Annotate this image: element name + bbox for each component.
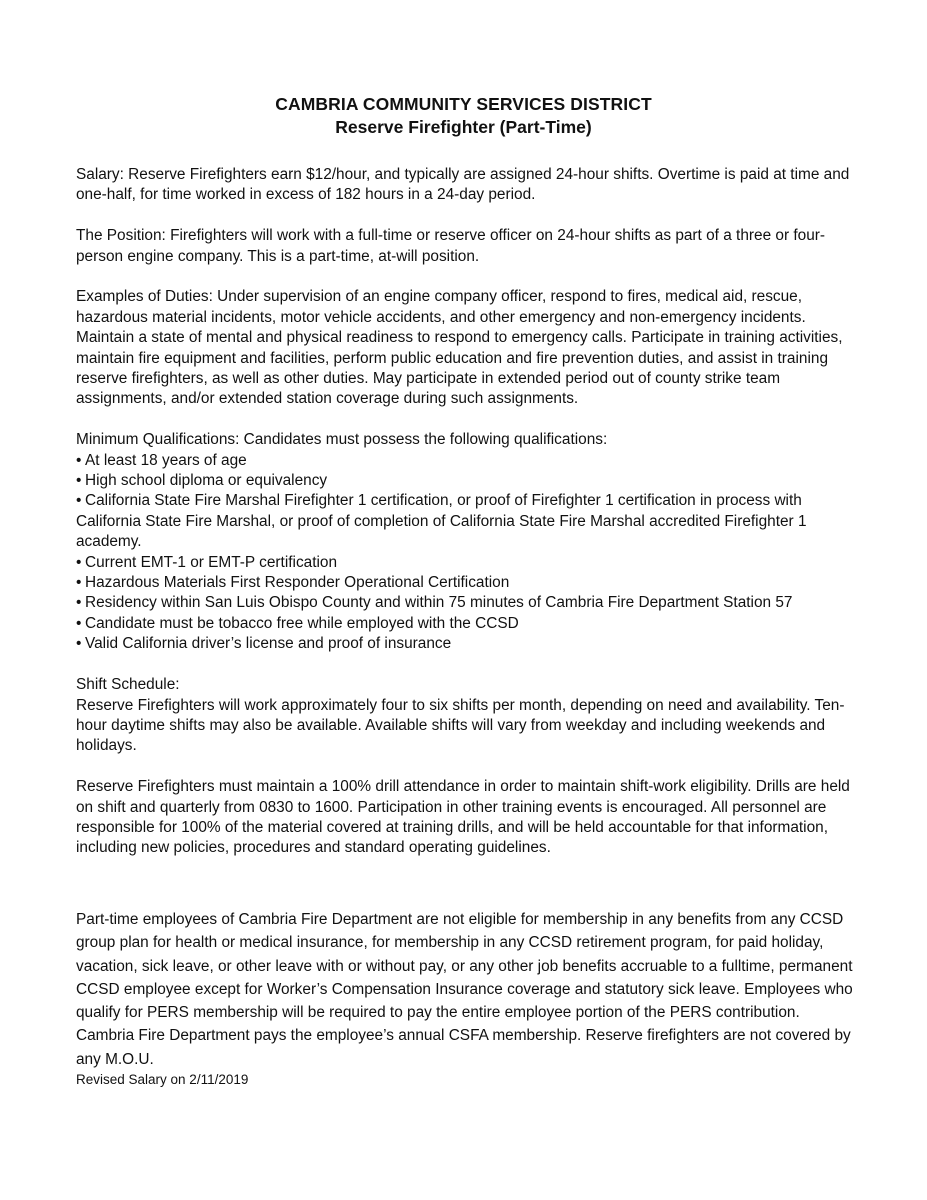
qualification-text: Residency within San Luis Obispo County and within 75 minutes of Cambria Fire Department Station 57 [85, 594, 793, 612]
bullet-icon: • [76, 574, 82, 592]
qualification-item [76, 471, 856, 491]
qualification-item [76, 573, 856, 593]
qualifications-intro: Minimum Qualifications: Candidates must possess the following qualifications: [76, 431, 608, 449]
qualification-text: Candidate must be tobacco free while employed with the CCSD [85, 614, 519, 632]
bullet-icon: • [76, 635, 82, 653]
position-title: Reserve Firefighter (Part-Time) [335, 117, 592, 137]
qualification-text: Hazardous Materials First Responder Operational Certification [85, 574, 510, 592]
shift-schedule-heading: Shift Schedule: [76, 676, 180, 694]
bullet-icon: • [76, 472, 82, 490]
qualification-item [76, 491, 856, 552]
qualification-text: Current EMT-1 or EMT-P certification [85, 553, 338, 571]
qualification-item [76, 634, 856, 654]
duties-paragraph: Examples of Duties: Under supervision of an engine company officer, respond to fires, medical aid, rescue, hazardous material incidents, motor vehicle accidents, and other emergency and non-emergency incidents. Maintain a state of mental and physical readiness to respond to emergency calls. Participate in training activities, maintain fire equipment and facilities, perform public education and fire prevention duties, and assist in training reserve firefighters, as well as other duties. May participate in extended period out of county strike team assignments, and/or extended station coverage during such assignments. [76, 288, 843, 408]
document-header [0, 93, 927, 139]
qualification-item [76, 593, 856, 613]
drills-paragraph: Reserve Firefighters must maintain a 100% drill attendance in order to maintain shift-work eligibility. Drills are held on shift and quarterly from 0830 to 1600. Participation in other training events is encouraged. All personnel are responsible for 100% of the material covered at training drills, and will be held accountable for that information, including new policies, procedures and standard operating guidelines. [76, 778, 850, 857]
qualification-text: High school diploma or equivalency [85, 472, 328, 490]
revised-note: Revised Salary on 2/11/2019 [76, 1072, 249, 1087]
qualification-item [76, 451, 856, 471]
shift-schedule-section [76, 675, 856, 757]
document-body [76, 165, 856, 879]
position-paragraph: The Position: Firefighters will work with a full-time or reserve officer on 24-hour shifts as part of a three or four-person engine company. This is a part-time, at-will position. [76, 227, 826, 265]
organization-title: CAMBRIA COMMUNITY SERVICES DISTRICT [275, 94, 652, 114]
bullet-icon: • [76, 492, 82, 510]
bullet-icon: • [76, 553, 82, 571]
bullet-icon: • [76, 594, 82, 612]
benefits-paragraph: Part-time employees of Cambria Fire Department are not eligible for membership in any benefits from any CCSD group plan for health or medical insurance, for membership in any CCSD retirement program, for paid holiday, vacation, sick leave, or other leave with or without pay, or any other job benefits accruable to a fulltime, permanent CCSD employee except for Worker’s Compensation Insurance coverage and statutory sick leave. Employees who qualify for PERS membership will be required to pay the entire employee portion of the PERS contribution. Cambria Fire Department pays the employee’s annual CSFA membership. Reserve firefighters are not covered by any M.O.U. [76, 911, 853, 1068]
bullet-icon: • [76, 451, 82, 469]
qualification-item [76, 553, 856, 573]
qualifications-section [76, 430, 856, 654]
qualification-text: California State Fire Marshal Firefighter 1 certification, or proof of Firefighter 1 certification in process with California State Fire Marshal, or proof of completion of California State Fire Marshal accredited Firefighter 1 academy. [76, 492, 807, 551]
qualifications-list [76, 451, 856, 655]
shift-schedule-text: Reserve Firefighters will work approximately four to six shifts per month, depending on need and availability. Ten-hour daytime shifts may also be available. Available shifts will vary from weekday and including weekends and holidays. [76, 696, 845, 755]
qualification-text: At least 18 years of age [85, 451, 247, 469]
salary-paragraph: Salary: Reserve Firefighters earn $12/hour, and typically are assigned 24-hour shifts. Overtime is paid at time and one-half, for time worked in excess of 182 hours in a 24-day period. [76, 166, 850, 204]
qualification-text: Valid California driver’s license and proof of insurance [85, 635, 452, 653]
qualification-item [76, 614, 856, 634]
bullet-icon: • [76, 614, 82, 632]
